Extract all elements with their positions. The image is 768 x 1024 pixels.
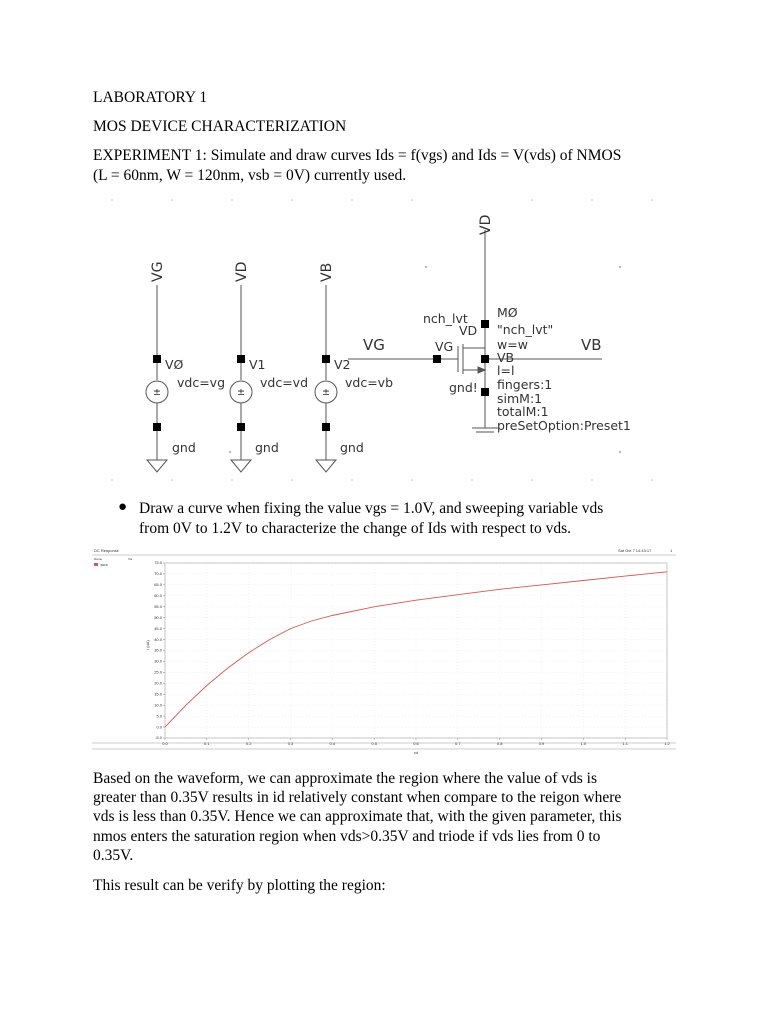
- paragraph-line-1: Based on the waveform, we can approximate the region where the value of vds is: [93, 770, 598, 787]
- paragraph-line-3: vds is less than 0.35V. Hence we can approximate that, with the given parameter, this: [93, 808, 622, 825]
- chart-timestamp: Sat Oct 7 14:43:17: [618, 548, 652, 553]
- bullet-line-1: Draw a curve when fixing the value vgs = 1.0V, and sweeping variable vds: [139, 500, 604, 517]
- bullet-dot: ●: [118, 499, 128, 515]
- schematic: [92, 190, 672, 485]
- param-simm: simM:1: [497, 391, 543, 406]
- legend-header-vis: Vis: [128, 557, 133, 561]
- gnd-label-1: gnd: [255, 440, 279, 455]
- gnd-label-2: gnd: [340, 440, 364, 455]
- y-tick-label: 35.0: [154, 647, 162, 653]
- legend-swatch: [94, 563, 98, 566]
- x-tick-label: 0.9: [538, 741, 545, 746]
- y-tick-label: 25.0: [154, 669, 162, 675]
- y-tick-label: 70.0: [154, 571, 162, 577]
- source-v1-vdc: vdc=vd: [260, 375, 309, 390]
- param-fingers: fingers:1: [497, 377, 553, 392]
- x-tick-label: 0.0: [162, 741, 168, 746]
- y-tick-label: 65.0: [154, 582, 162, 588]
- legend-header: Name: [94, 557, 103, 561]
- y-tick-label: 45.0: [154, 625, 162, 631]
- paragraph-line-4: nmos enters the saturation region when vds>0.35V and triode if vds lies from 0 to: [93, 828, 601, 845]
- y-tick-label: 55.0: [154, 603, 162, 609]
- y-tick-label: 20.0: [154, 680, 162, 686]
- param-w: w=w: [497, 337, 528, 352]
- experiment-line-1: EXPERIMENT 1: Simulate and draw curves Ids = f(vgs) and Ids = V(vds) of NMOS: [93, 147, 622, 164]
- source-v0-name: VØ: [165, 357, 184, 372]
- model-name: "nch_lvt": [497, 322, 554, 337]
- section-title: MOS DEVICE CHARACTERIZATION: [93, 118, 347, 135]
- y-axis-label: I (uA): [145, 640, 150, 650]
- y-tick-label: 5.0: [156, 713, 162, 719]
- wire-vg-label: VG: [363, 336, 385, 354]
- net-vg-label: VG: [150, 261, 166, 282]
- final-line: This result can be verify by plotting the region:: [93, 877, 386, 894]
- y-tick-label: 30.0: [154, 658, 162, 664]
- x-tick-label: 0.2: [245, 741, 252, 746]
- x-tick-label: 1.0: [580, 741, 587, 746]
- y-tick-label: 60.0: [154, 593, 162, 599]
- source-v1-name: V1: [249, 357, 266, 372]
- chart-page-num: 1: [670, 548, 673, 553]
- y-tick-label: -5.0: [155, 735, 162, 741]
- y-tick-label: 50.0: [154, 614, 162, 620]
- bullet-line-2: from 0V to 1.2V to characterize the change of Ids with respect to vds.: [139, 520, 572, 537]
- x-tick-label: 0.8: [496, 741, 503, 746]
- x-axis-label: vd: [414, 750, 419, 755]
- pin-vb-label: VB: [497, 350, 515, 365]
- param-preset: preSetOption:Preset1: [497, 418, 631, 433]
- source-v2-vdc: vdc=vb: [345, 375, 394, 390]
- y-tick-label: 75.0: [154, 560, 162, 566]
- y-tick-label: 15.0: [154, 691, 162, 697]
- param-totalm: totalM:1: [497, 404, 549, 419]
- pin-gnd-label: gnd!: [449, 380, 478, 395]
- wire-vb-label: VB: [581, 336, 602, 354]
- x-tick-label: 0.3: [287, 741, 294, 746]
- gnd-label-0: gnd: [172, 440, 196, 455]
- instance-name: MØ: [497, 305, 518, 320]
- y-tick-label: 40.0: [154, 636, 162, 642]
- paragraph-line-2: greater than 0.35V results in id relatively constant when compare to the reigon where: [93, 789, 622, 806]
- y-tick-label: 10.0: [154, 702, 162, 708]
- plus-minus-2: ±: [322, 387, 330, 398]
- lab-title: LABORATORY 1: [93, 89, 208, 106]
- chart-title: DC Response: [94, 548, 119, 553]
- dc-response-chart: [92, 546, 676, 760]
- source-v0-vdc: vdc=vg: [177, 375, 226, 390]
- net-vb-label: VB: [319, 262, 335, 282]
- paragraph-line-5: 0.35V.: [93, 847, 134, 864]
- x-tick-label: 0.7: [455, 741, 461, 746]
- model-label: nch_lvt: [423, 311, 468, 326]
- x-tick-label: 1.1: [622, 741, 628, 746]
- plus-minus-0: ±: [153, 387, 161, 398]
- legend-entry: /M0/D: [100, 563, 109, 567]
- pin-vd-label: VD: [459, 323, 478, 338]
- x-tick-label: 0.6: [413, 741, 419, 746]
- source-v2-name: V2: [334, 357, 351, 372]
- net-vd-top-label: VD: [478, 214, 494, 235]
- plus-minus-1: ±: [237, 387, 245, 398]
- net-vd-label: VD: [234, 261, 250, 282]
- param-l: l=l: [497, 363, 515, 378]
- x-tick-label: 0.5: [371, 741, 377, 746]
- y-tick-label: 0.0: [156, 724, 162, 730]
- experiment-line-2: (L = 60nm, W = 120nm, vsb = 0V) currently used.: [93, 167, 407, 184]
- x-tick-label: 0.4: [329, 741, 336, 746]
- x-tick-label: 1.2: [664, 741, 670, 746]
- pin-vg-label: VG: [435, 339, 454, 354]
- x-tick-label: 0.1: [204, 741, 210, 746]
